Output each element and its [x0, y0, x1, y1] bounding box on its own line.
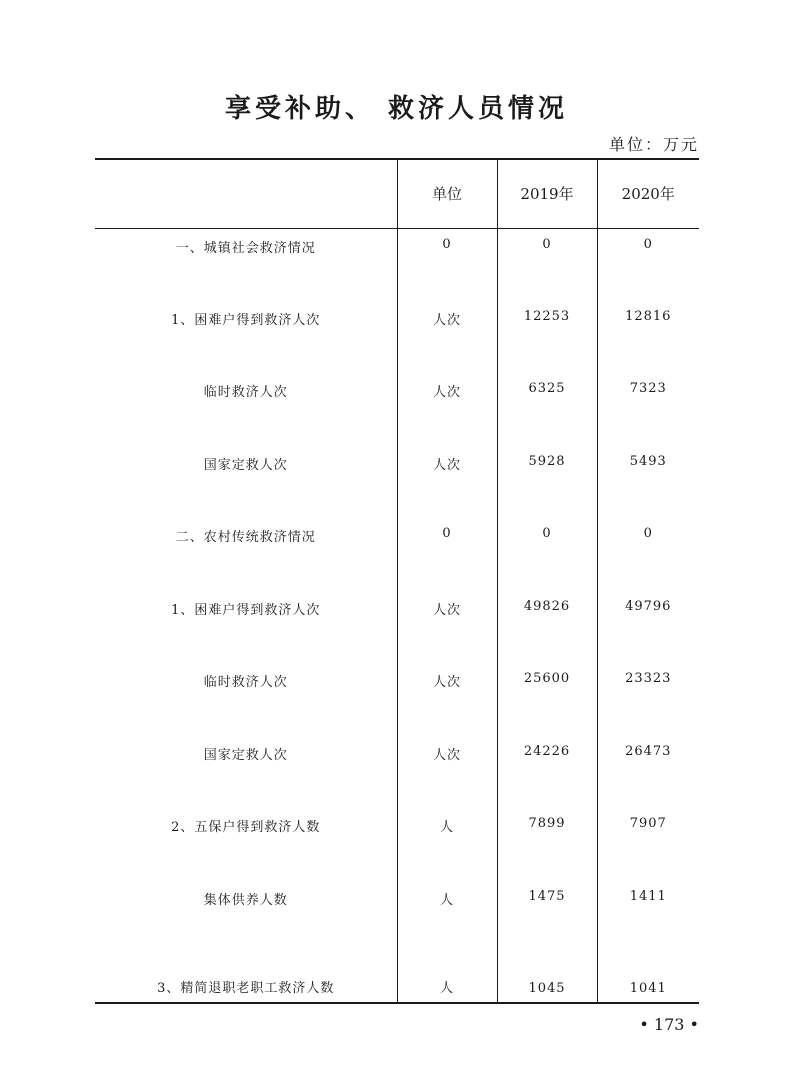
row-2019: 1475: [497, 881, 597, 954]
row-2020: 0: [597, 228, 699, 301]
row-2019: 0: [497, 228, 597, 301]
row-item: 3、精简退职老职工救济人数: [95, 953, 397, 1003]
row-2020: 0: [597, 518, 699, 591]
row-2020: 23323: [597, 663, 699, 736]
row-unit: 0: [397, 228, 497, 301]
row-2020: 49796: [597, 591, 699, 664]
header-2020: 2020年: [597, 159, 699, 228]
row-unit: 人次: [397, 663, 497, 736]
row-item: 国家定救人次: [203, 747, 288, 763]
row-item: 1、困难户得到救济人次: [171, 312, 321, 328]
row-2020: 26473: [597, 736, 699, 809]
row-2020: 7907: [597, 808, 699, 881]
table-row: [95, 373, 699, 446]
row-2020: 7323: [597, 373, 699, 446]
row-item: 一、城镇社会救济情况: [175, 240, 316, 256]
row-2019: 49826: [497, 591, 597, 664]
row-item: 临时救济人次: [203, 675, 288, 690]
row-item: 集体供养人数: [203, 892, 288, 908]
row-2019: 25600: [497, 663, 597, 736]
row-2020: 1041: [597, 953, 699, 1003]
table-row: [95, 301, 699, 374]
row-2019: 7899: [497, 808, 597, 881]
table-row: [95, 736, 699, 809]
table-row: [95, 808, 699, 881]
unit-label: 单位：万元: [608, 135, 699, 154]
row-2020: 1411: [597, 881, 699, 954]
table-row: [95, 881, 699, 954]
row-2019: 12253: [497, 301, 597, 374]
table-header-row: [95, 159, 699, 228]
row-2019: 5928: [497, 446, 597, 519]
page-number: • 173 •: [639, 1015, 699, 1034]
header-item: [95, 159, 397, 228]
table-row: [95, 663, 699, 736]
row-item: 临时救济人次: [203, 385, 288, 400]
table-row: [95, 953, 699, 1003]
table-row: [95, 518, 699, 591]
row-unit: 人次: [397, 591, 497, 664]
header-2019: 2019年: [497, 159, 597, 228]
row-unit: 人次: [397, 301, 497, 374]
row-2020: 12816: [597, 301, 699, 374]
row-unit: 人次: [397, 446, 497, 519]
row-2019: 6325: [497, 373, 597, 446]
data-table: [95, 158, 699, 1004]
table-row: [95, 228, 699, 301]
row-unit: 0: [397, 518, 497, 591]
row-item: 国家定救人次: [203, 457, 288, 473]
row-unit: 人: [397, 808, 497, 881]
row-unit: 人次: [397, 373, 497, 446]
table-row: [95, 591, 699, 664]
row-item: 2、五保户得到救济人数: [171, 820, 321, 835]
row-2020: 5493: [597, 446, 699, 519]
page-title: 享受补助、 救济人员情况: [224, 94, 569, 124]
row-2019: 0: [497, 518, 597, 591]
row-2019: 24226: [497, 736, 597, 809]
row-item: 二、农村传统救济情况: [175, 530, 316, 545]
table-row: [95, 446, 699, 519]
row-unit: 人次: [397, 736, 497, 809]
row-unit: 人: [397, 881, 497, 954]
row-item: 1、困难户得到救济人次: [171, 602, 321, 618]
header-unit: 单位: [397, 159, 497, 228]
row-2019: 1045: [497, 953, 597, 1003]
row-unit: 人: [397, 953, 497, 1003]
